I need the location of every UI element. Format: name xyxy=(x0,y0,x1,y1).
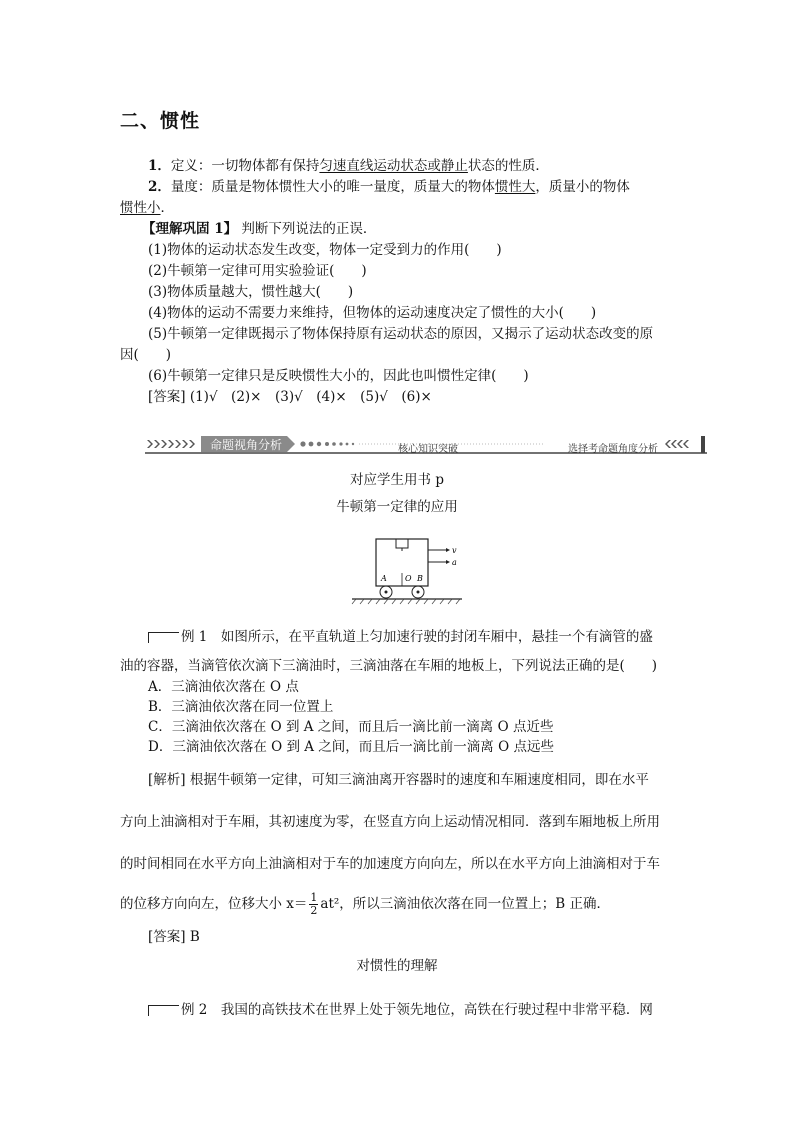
fraction-numerator: 1 xyxy=(310,891,318,904)
definition-text: 定义：一切物体都有保持 xyxy=(170,158,320,174)
analysis-line-4 xyxy=(120,892,610,917)
dotted-line-icon xyxy=(300,441,354,446)
chevron-arrows-icon xyxy=(147,440,195,448)
left-arrows-icon xyxy=(665,440,689,448)
example-1-text: 如图所示，在平直轨道上匀加速行驶的封闭车厢中，悬挂一个有滴管的盛 xyxy=(220,629,653,645)
measure-blank-large: 惯性大 xyxy=(494,179,536,195)
definition-number: 1． xyxy=(148,158,171,174)
book-reference: 对应学生用书 p xyxy=(350,472,444,488)
fraction-denominator: 2 xyxy=(310,904,318,917)
example-2-line-1 xyxy=(148,1001,653,1019)
example-1-label: 例 1 xyxy=(181,629,208,645)
velocity-label: v xyxy=(452,546,457,555)
definition-blank: 匀速直线运动状态或静止 xyxy=(319,158,468,174)
banner-right-label: 选择考命题角度分析 xyxy=(568,444,658,455)
measure-line-2 xyxy=(120,199,174,217)
option-a: A．三滴油依次落在 O 点 xyxy=(148,679,299,695)
example-bracket-icon xyxy=(148,1005,179,1016)
topic-heading-2: 对惯性的理解 xyxy=(356,958,438,974)
measure-text-mid: ，质量小的物体 xyxy=(535,179,630,195)
definition-text-end: 状态的性质． xyxy=(467,158,549,174)
measure-blank-small: 惯性小 xyxy=(120,200,161,216)
track-hatching xyxy=(352,599,460,604)
acceleration-label: a xyxy=(452,558,457,567)
judgement-item: (4)物体的运动不需要力来维持，但物体的运动速度决定了惯性的大小( ) xyxy=(148,305,597,321)
judgement-item-continued: 因( ) xyxy=(120,347,172,363)
answer-1: [答案] (1)√ (2)× (3)√ (4)× (5)√ (6)× xyxy=(148,389,432,405)
analysis-line-1: [解析] 根据牛顿第一定律，可知三滴油离开容器时的速度和车厢速度相同，即在水平 xyxy=(148,772,649,788)
measure-text-end: ． xyxy=(160,200,174,216)
analysis-line-4-start: 的位移方向向左，位移大小 x＝ xyxy=(120,896,308,912)
velocity-arrowhead xyxy=(446,548,450,552)
topic-heading-1: 牛顿第一定律的应用 xyxy=(336,499,458,515)
banner-end-bar xyxy=(701,436,705,453)
consolidate-heading xyxy=(142,220,376,238)
example-2-text: 我国的高铁技术在世界上处于领先地位，高铁在行驶过程中非常平稳．网 xyxy=(220,1002,653,1018)
measure-line xyxy=(148,178,630,196)
judgement-item: (2)牛顿第一定律可用实验验证( ) xyxy=(148,263,367,279)
example-bracket-icon xyxy=(148,632,179,643)
example-2-label: 例 2 xyxy=(181,1002,208,1018)
consolidate-text: 判断下列说法的正误． xyxy=(241,221,377,237)
judgement-item: (1)物体的运动状态发生改变，物体一定受到力的作用( ) xyxy=(148,242,502,258)
acceleration-arrowhead xyxy=(446,560,450,564)
analysis-line-2: 方向上油滴相对于车厢，其初速度为零，在竖直方向上运动情况相同．落到车厢地板上所用 xyxy=(120,814,660,830)
fraction xyxy=(309,892,318,917)
option-d: D．三滴油依次落在 O 到 A 之间，而且后一滴比前一滴离 O 点远些 xyxy=(148,739,554,755)
measure-text: 量度：质量是物体惯性大小的唯一量度，质量大的物体 xyxy=(170,179,495,195)
answer-2: [答案] B xyxy=(148,929,200,945)
banner-center-label: 核心知识突破 xyxy=(398,444,458,455)
measure-number: 2． xyxy=(148,179,171,195)
analysis-line-4-end: at²，所以三滴油依次落在同一位置上；B 正确． xyxy=(320,896,611,912)
section-title: 二、惯性 xyxy=(120,110,201,132)
judgement-item: (6)牛顿第一定律只是反映惯性大小的，因此也叫惯性定律( ) xyxy=(148,368,529,384)
train-car-figure xyxy=(350,535,465,607)
example-1-line-2: 油的容器，当滴管依次滴下三滴油时，三滴油落在车厢的地板上，下列说法正确的是( ) xyxy=(120,658,658,674)
judgement-item: (5)牛顿第一定律既揭示了物体保持原有运动状态的原因，又揭示了运动状态改变的原 xyxy=(148,326,654,342)
consolidate-tag: 【理解巩固 1】 xyxy=(142,221,238,237)
point-a-label: A xyxy=(381,574,387,583)
example-1-line-1 xyxy=(148,628,653,646)
banner-tab-label: 命题视角分析 xyxy=(210,438,283,452)
analysis-line-3: 的时间相同在水平方向上油滴相对于车的加速度方向向左，所以在水平方向上油滴相对于车 xyxy=(120,856,660,872)
point-b-label: B xyxy=(417,574,423,583)
judgement-item: (3)物体质量越大，惯性越大( ) xyxy=(148,284,354,300)
oil-container xyxy=(396,539,408,548)
option-c: C．三滴油依次落在 O 到 A 之间，而且后一滴比前一滴离 O 点近些 xyxy=(148,719,554,735)
option-b: B．三滴油依次落在同一位置上 xyxy=(148,699,334,715)
point-o-label: O xyxy=(405,574,412,583)
definition-line xyxy=(148,157,549,175)
